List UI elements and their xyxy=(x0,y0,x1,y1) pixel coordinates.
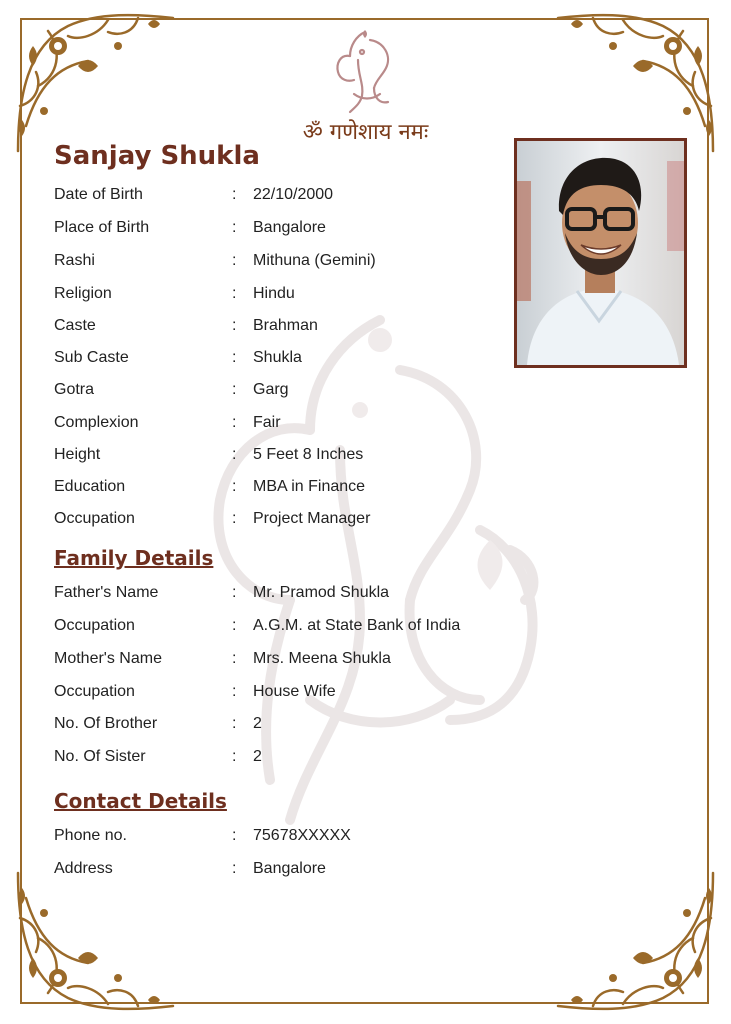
detail-label: No. Of Sister xyxy=(54,748,146,765)
separator: : xyxy=(232,510,237,527)
detail-label: Complexion xyxy=(54,414,139,431)
separator: : xyxy=(232,414,237,431)
detail-label: Occupation xyxy=(54,510,135,527)
separator: : xyxy=(232,860,237,877)
separator: : xyxy=(232,446,237,463)
detail-label: Caste xyxy=(54,317,96,334)
separator: : xyxy=(232,827,237,844)
detail-label: Mother's Name xyxy=(54,650,162,667)
detail-value: MBA in Finance xyxy=(253,478,366,495)
separator: : xyxy=(232,285,237,302)
contact-details-heading: Contact Details xyxy=(54,789,227,813)
detail-label: Father's Name xyxy=(54,584,159,601)
separator: : xyxy=(232,584,237,601)
separator: : xyxy=(232,349,237,366)
separator: : xyxy=(232,617,237,634)
detail-label: Occupation xyxy=(54,683,135,700)
separator: : xyxy=(232,381,237,398)
detail-value: Brahman xyxy=(253,317,318,334)
separator: : xyxy=(232,478,237,495)
detail-value: House Wife xyxy=(253,683,336,700)
separator: : xyxy=(232,748,237,765)
detail-value: Bangalore xyxy=(253,860,326,877)
detail-value: Fair xyxy=(253,414,281,431)
separator: : xyxy=(232,252,237,269)
family-details-heading: Family Details xyxy=(54,546,214,570)
detail-label: Place of Birth xyxy=(54,219,150,236)
ganesh-icon xyxy=(332,28,398,114)
person-photo-icon xyxy=(517,141,684,365)
detail-label: Sub Caste xyxy=(54,349,129,366)
corner-ornament-icon xyxy=(8,868,178,1018)
detail-value: Bangalore xyxy=(253,219,326,236)
separator: : xyxy=(232,715,237,732)
detail-label: Education xyxy=(54,478,126,495)
detail-value: Mr. Pramod Shukla xyxy=(253,584,390,601)
detail-value: Garg xyxy=(253,381,289,398)
profile-photo xyxy=(514,138,687,368)
separator: : xyxy=(232,186,237,203)
detail-value: 2 xyxy=(253,715,262,732)
detail-value: Project Manager xyxy=(253,510,371,527)
detail-label: Date of Birth xyxy=(54,186,143,203)
detail-label: Height xyxy=(54,446,101,463)
detail-label: Religion xyxy=(54,285,112,302)
detail-label: Address xyxy=(54,860,113,877)
detail-value: 75678XXXXX xyxy=(253,827,351,844)
detail-value: Shukla xyxy=(253,349,302,366)
separator: : xyxy=(232,650,237,667)
detail-label: Phone no. xyxy=(54,827,127,844)
mantra-heading: ॐ गणेशाय नमः xyxy=(302,120,429,145)
detail-value: 2 xyxy=(253,748,262,765)
candidate-name: Sanjay Shukla xyxy=(54,141,260,171)
detail-value: Mithuna (Gemini) xyxy=(253,252,376,269)
separator: : xyxy=(232,219,237,236)
separator: : xyxy=(232,317,237,334)
detail-label: No. Of Brother xyxy=(54,715,158,732)
detail-label: Rashi xyxy=(54,252,95,269)
detail-label: Occupation xyxy=(54,617,135,634)
detail-value: 22/10/2000 xyxy=(253,186,334,203)
separator: : xyxy=(232,683,237,700)
detail-value: 5 Feet 8 Inches xyxy=(253,446,364,463)
detail-value: Hindu xyxy=(253,285,295,302)
detail-value: Mrs. Meena Shukla xyxy=(253,650,391,667)
detail-value: A.G.M. at State Bank of India xyxy=(253,617,461,634)
corner-ornament-icon xyxy=(553,868,723,1018)
ganesh-watermark-icon xyxy=(190,300,570,860)
detail-label: Gotra xyxy=(54,381,95,398)
